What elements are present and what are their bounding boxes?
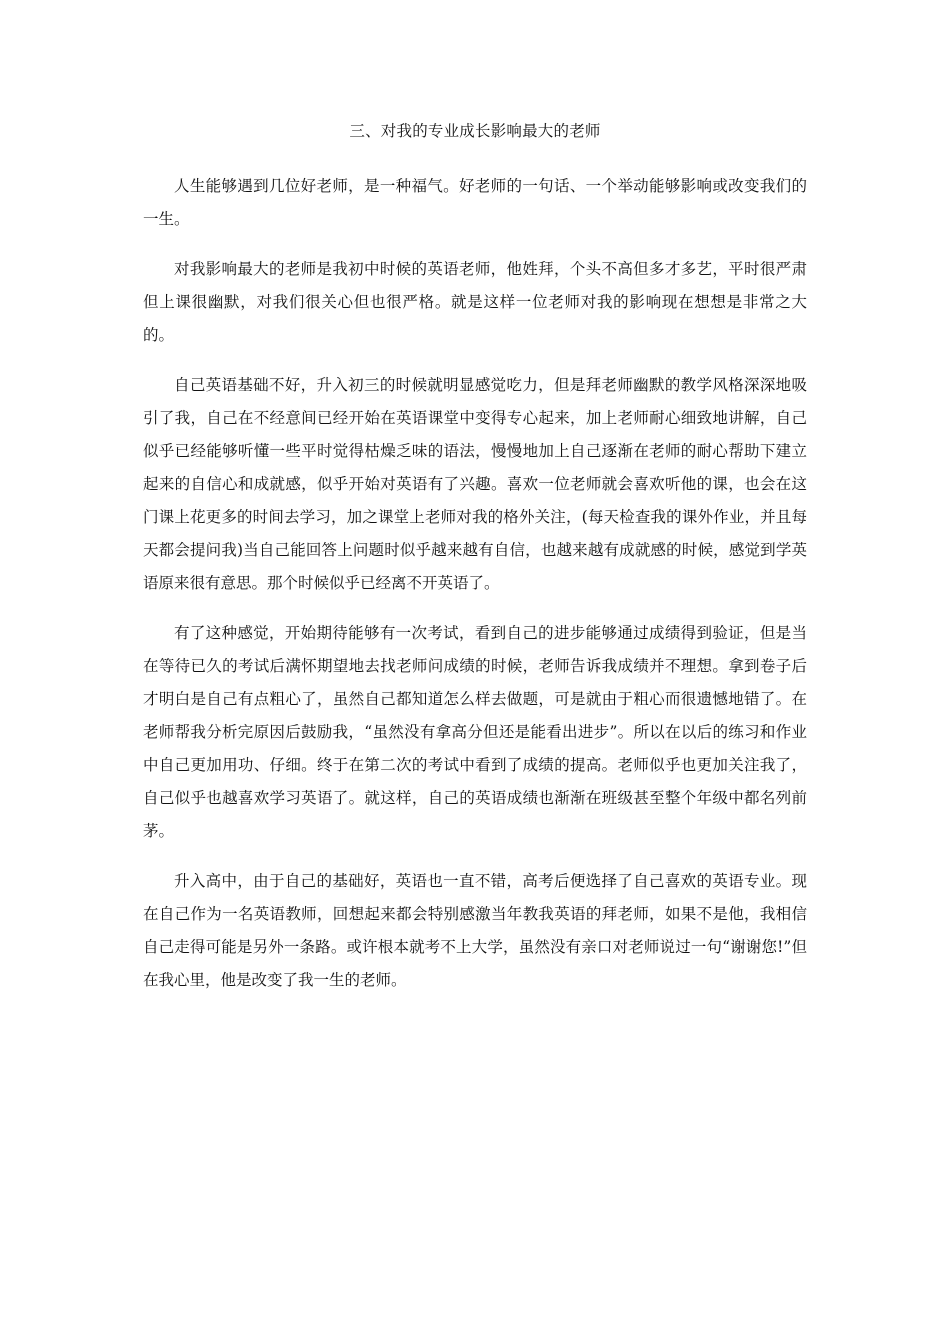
paragraph-4: 有了这种感觉，开始期待能够有一次考试，看到自己的进步能够通过成绩得到验证，但是当在等待已久的考试后满怀期望地去找老师问成绩的时候，老师告诉我成绩并不理想。拿到卷子后才明白是自己有点粗心了，虽然自己都知道怎么样去做题，可是就由于粗心而很遗憾地错了。在老师帮我分析完原因后鼓励我，“虽然没有拿高分但还是能看出进步”。所以在以后的练习和作业中自己更加用功、仔细。终于在第二次的考试中看到了成绩的提高。老师似乎也更加关注我了，自己似乎也越喜欢学习英语了。就这样，自己的英语成绩也渐渐在班级甚至整个年级中都名列前茅。 xyxy=(143,624,807,840)
document-title: 三、对我的专业成长影响最大的老师 xyxy=(349,122,601,140)
paragraph-3: 自己英语基础不好，升入初三的时候就明显感觉吃力，但是拜老师幽默的教学风格深深地吸引了我，自己在不经意间已经开始在英语课堂中变得专心起来，加上老师耐心细致地讲解，自己似乎已经能够听懂一些平时觉得枯燥乏味的语法，慢慢地加上自己逐渐在老师的耐心帮助下建立起来的自信心和成就感，似乎开始对英语有了兴趣。喜欢一位老师就会喜欢听他的课，也会在这门课上花更多的时间去学习，加之课堂上老师对我的格外关注，(每天检查我的课外作业，并且每天都会提问我)当自己能回答上问题时似乎越来越有自信，也越来越有成就感的时候，感觉到学英语原来很有意思。那个时候似乎已经离不开英语了。 xyxy=(143,376,807,592)
paragraph-1: 人生能够遇到几位好老师，是一种福气。好老师的一句话、一个举动能够影响或改变我们的一生。 xyxy=(143,177,807,228)
document-page xyxy=(143,118,807,1014)
paragraph-2: 对我影响最大的老师是我初中时候的英语老师，他姓拜，个头不高但多才多艺，平时很严肃但上课很幽默，对我们很关心但也很严格。就是这样一位老师对我的影响现在想想是非常之大的。 xyxy=(143,260,807,344)
paragraph-5: 升入高中，由于自己的基础好，英语也一直不错，高考后便选择了自己喜欢的英语专业。现在自己作为一名英语教师，回想起来都会特别感激当年教我英语的拜老师，如果不是他，我相信自己走得可能是另外一条路。或许根本就考不上大学，虽然没有亲口对老师说过一句“谢谢您!”但在我心里，他是改变了我一生的老师。 xyxy=(143,872,807,989)
